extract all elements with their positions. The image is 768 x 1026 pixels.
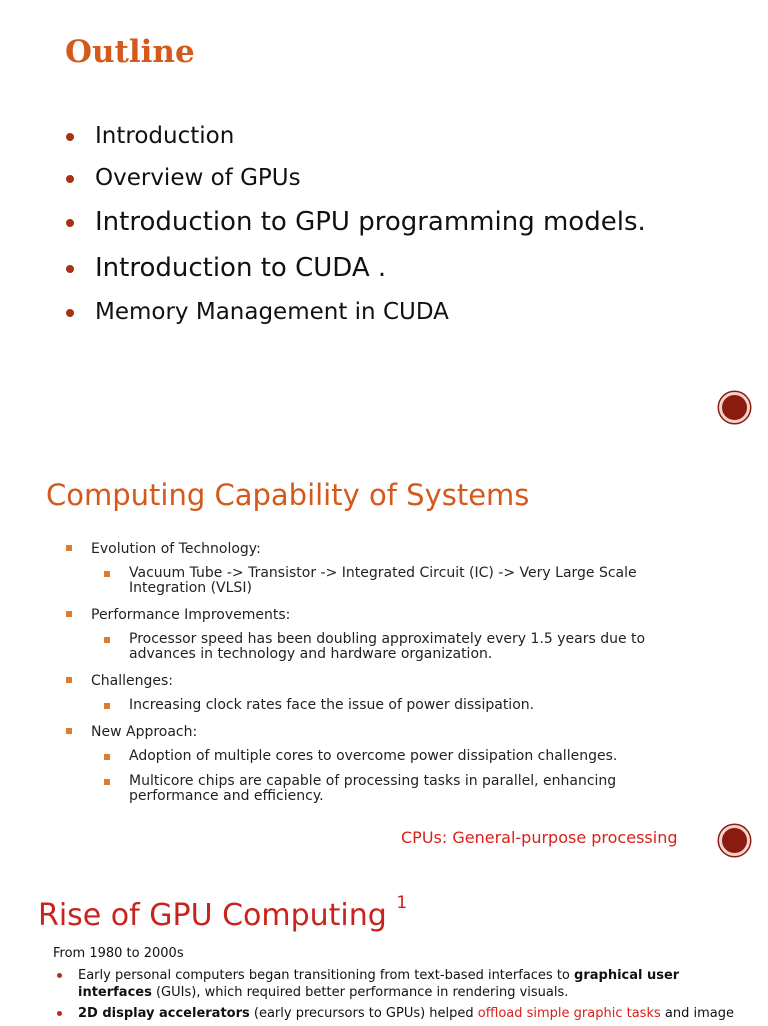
slide-title [38,893,408,933]
footnote-marker: 1 [396,893,408,913]
circle-bullet-icon [719,392,750,423]
slide-title: Computing Capability of Systems [46,478,530,512]
list-item: New Approach: [66,723,706,741]
list-subitem: Processor speed has been doubling approximately every 1.5 years due to advances in technology and hardware organization. [66,632,706,662]
list-item: Introduction to GPU programming models. [66,199,646,245]
list-item: Overview of GPUs [66,157,646,199]
list-subitem: Adoption of multiple cores to overcome power dissipation challenges. [66,749,706,764]
circle-bullet-icon [719,825,750,856]
slide-outline [0,0,768,440]
outline-list [66,115,646,333]
list-item [53,1005,753,1022]
intro-text: From 1980 to 2000s [53,946,184,961]
text-segment: (early precursors to GPUs) helped [249,1006,478,1021]
text-segment: and image [660,1006,734,1021]
gpu-history-list [53,967,753,1026]
slide-rise-of-gpu [0,880,768,1024]
text-segment: (GUIs), which required better performance in rendering visuals. [151,985,569,1000]
list-item: Introduction to CUDA . [66,245,646,291]
list-subitem: Multicore chips are capable of processing tasks in parallel, enhancing performance and efficiency. [66,774,706,804]
bold-text: 2D display accelerators [78,1006,250,1021]
list-subitem: Vacuum Tube -> Transistor -> Integrated Circuit (IC) -> Very Large Scale Integration (VLSI) [66,566,706,596]
title-text: Rise of GPU Computing [38,898,387,933]
capability-list [66,540,706,814]
list-item: Performance Improvements: [66,606,706,624]
list-item: Introduction [66,115,646,157]
cpus-note: CPUs: General-purpose processing [401,828,678,847]
highlight-text: offload simple graphic tasks [477,1006,661,1021]
slide-title: Outline [65,34,195,70]
slide-computing-capability [0,460,768,870]
list-item: Memory Management in CUDA [66,291,646,333]
list-item: Challenges: [66,672,706,690]
list-item: Evolution of Technology: [66,540,706,558]
bold-text: graphical user interfaces [78,968,680,1000]
text-segment: Early personal computers began transitioning from text-based interfaces to [78,968,575,983]
list-subitem: Increasing clock rates face the issue of power dissipation. [66,698,706,713]
list-item [53,967,753,1001]
